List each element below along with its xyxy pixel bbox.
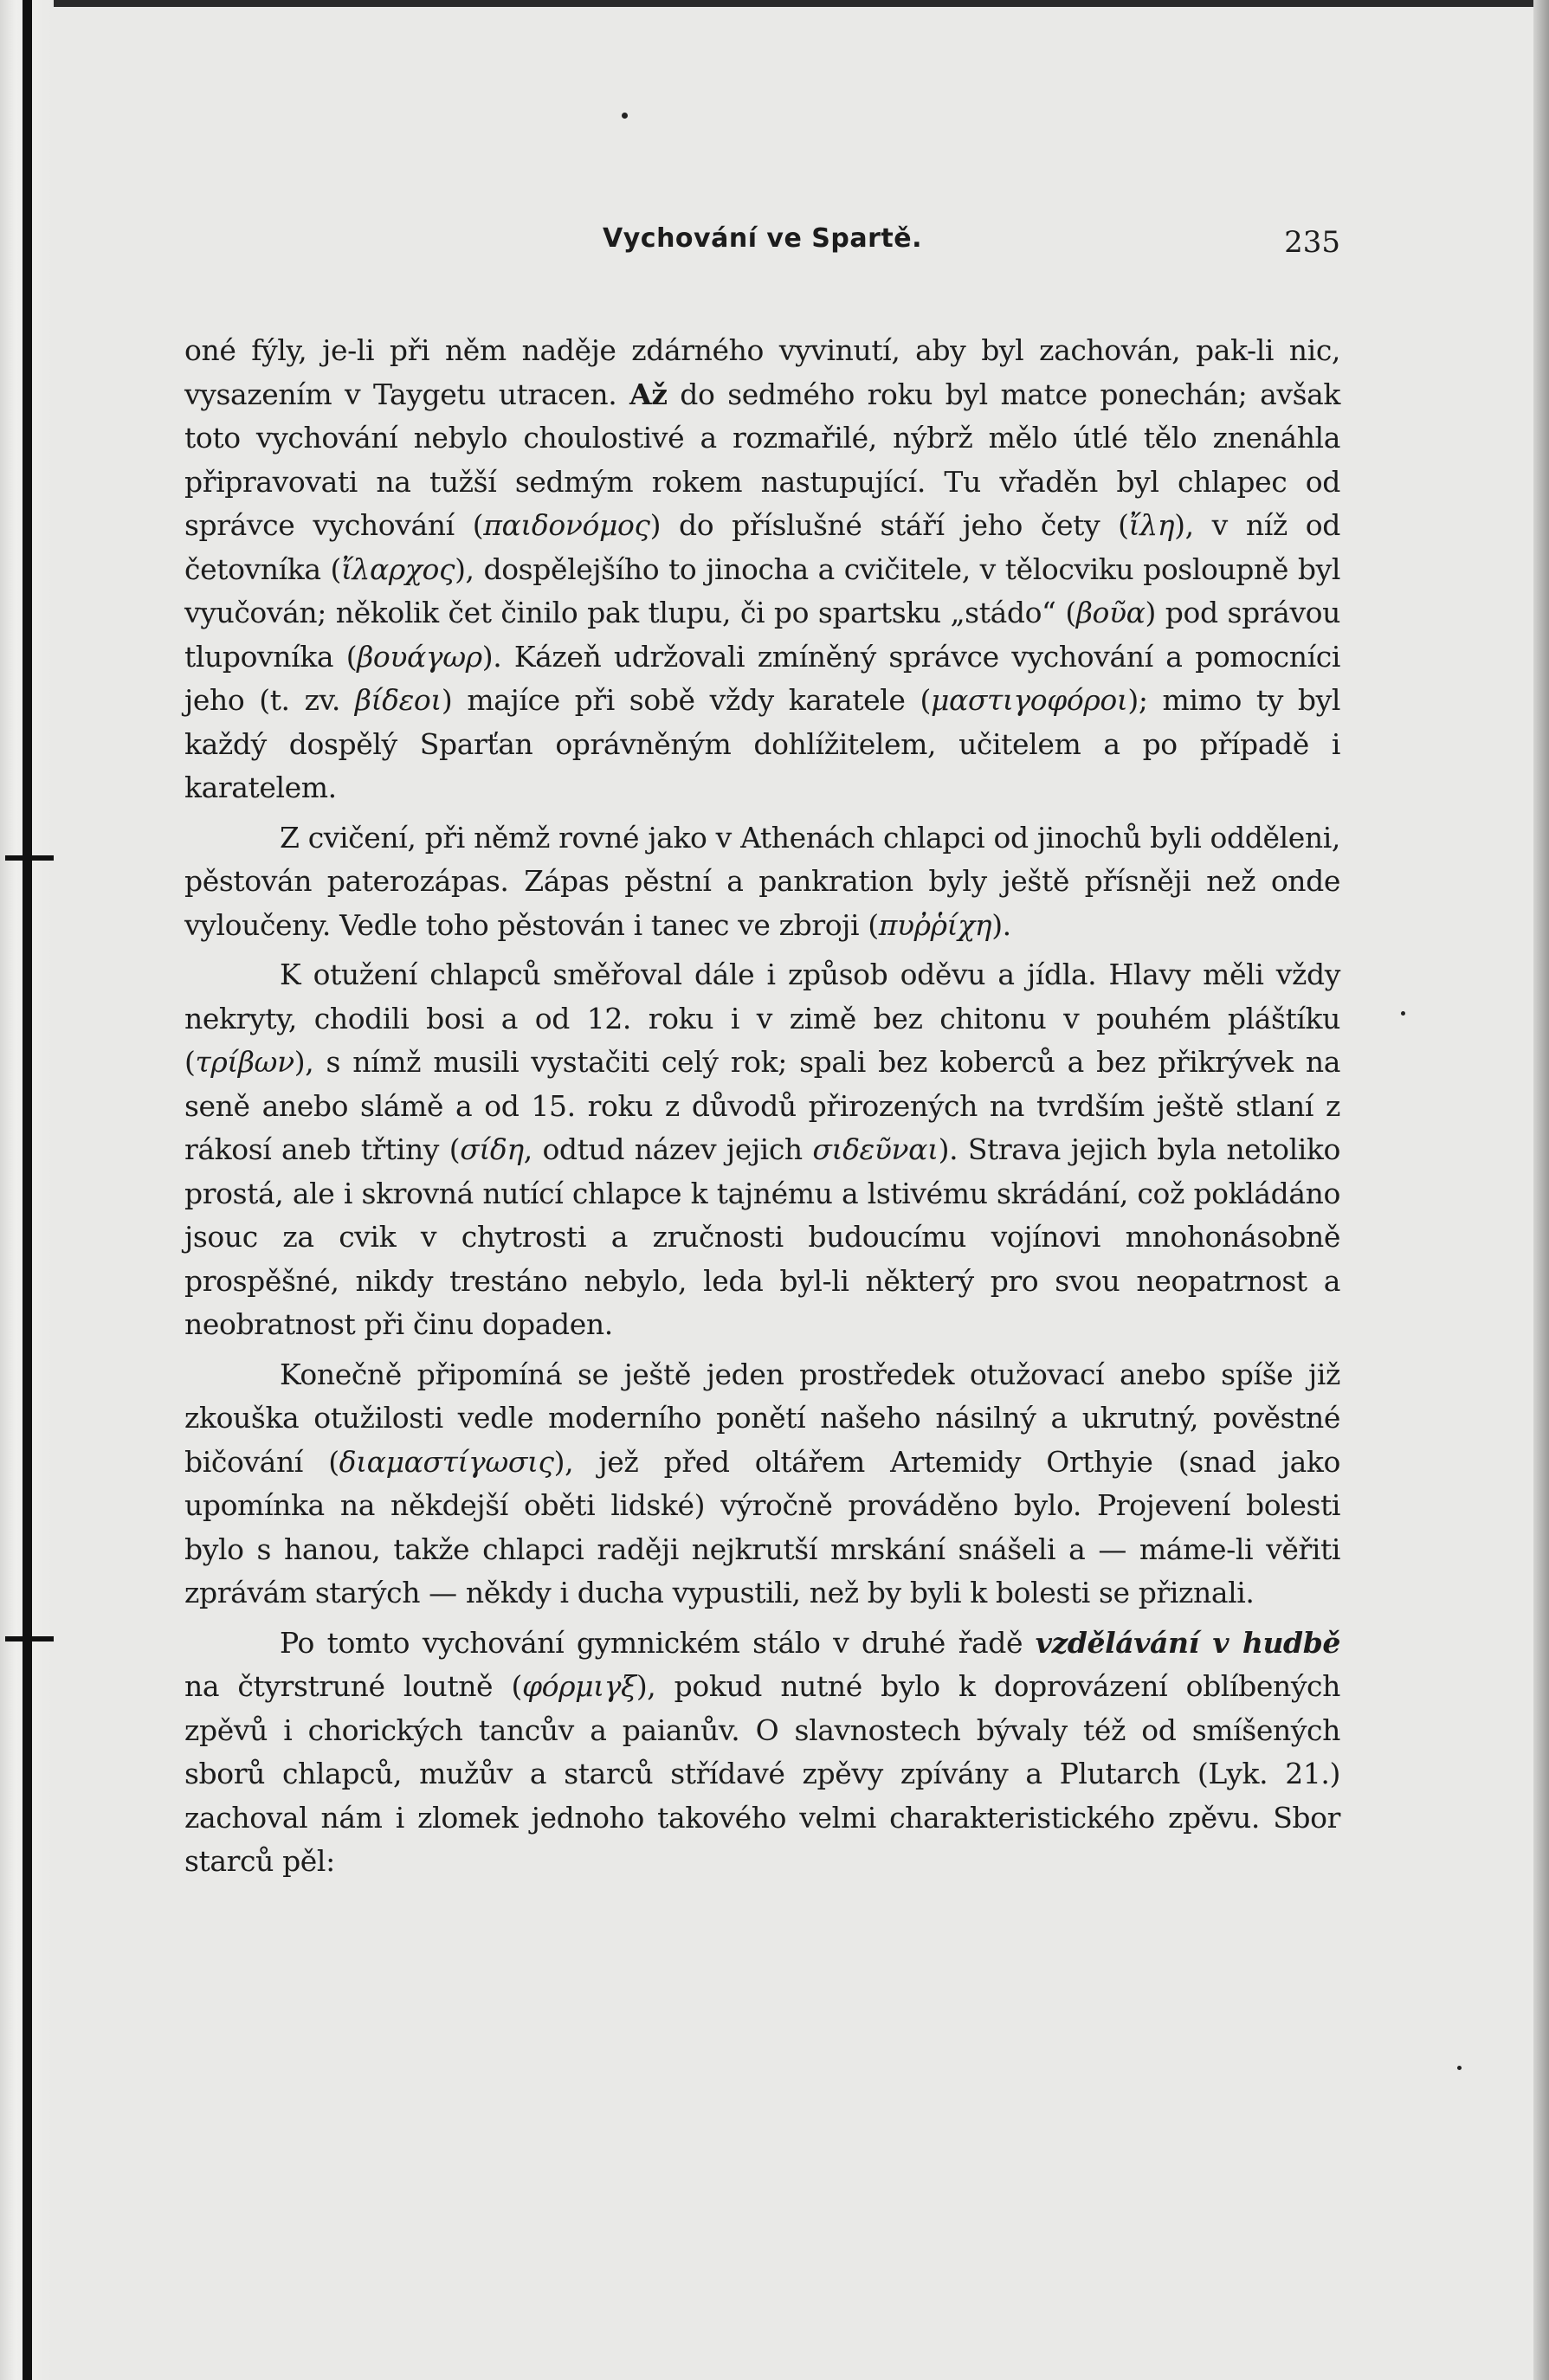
text-run: ) majíce při sobě vždy karatele ( [441, 683, 931, 717]
print-speck [622, 113, 628, 119]
text-run: Z cvičení, při němž rovné jako v Athenách chlapci od jinochů byli odděleni, pěstován paterozápas. Zápas pěstní a pankration byly ještě přísněji než onde vyloučeny. Vedle toho pěstován i tanec ve zbroji ( [184, 820, 1340, 942]
paragraph [184, 816, 1340, 948]
body-text [184, 329, 1340, 1884]
paragraph-gap [184, 1616, 1340, 1622]
running-head [184, 223, 1340, 284]
greek-term: βοῦα [1075, 596, 1146, 629]
text-run: ), jež před oltářem Artemidy Orthyie (snad jako upomínka na někdejší oběti lidské) výročně prováděno bylo. Projevení bolesti bylo s hanou, takže chlapci raději nejkrutší mrskání snášeli a — máme-li věřiti zprávám starých — někdy i ducha vypustili, než by byli k bolesti se přiznali. [184, 1444, 1340, 1609]
text-run: ). [991, 907, 1011, 942]
text-run: ). Kázeň udržovali zmíněný správce vychování a pomocníci jeho (t. zv. [184, 639, 1340, 717]
greek-term: ἴλαρχος [340, 551, 455, 586]
greek-term: τρίβων [195, 1045, 294, 1079]
text-run: Po tomto vychování gymnickém stálo v druhé řadě [280, 1625, 1036, 1660]
text-run: ), pokud nutné bylo k doprovázení oblíbených zpěvů i chorických tancův a paianův. O slavnostech bývaly též od smíšených sborů chlapců, mužův a starců střídavé zpěvy zpívány a Plutarch (Lyk. 21.) zachoval nám i zlomek jednoho takového velmi charakteristického zpěvu. Sbor starců pěl: [184, 1669, 1340, 1878]
paragraph [184, 953, 1340, 1347]
text-run: ) pod správou tlupovníka ( [184, 596, 1341, 674]
greek-term: πυῤῥίχη [878, 907, 992, 942]
paragraph [184, 1622, 1340, 1884]
paragraph-gap [184, 810, 1340, 816]
paragraph [184, 1353, 1340, 1616]
greek-term: βουάγωρ [357, 639, 482, 674]
text-run: Konečně připomíná se ještě jeden prostředek otužovací anebo spíše již zkouška otužilosti vedle moderního ponětí našeho násilný a ukrutný, pověstné bičování ( [184, 1357, 1340, 1479]
text-run: ), s nímž musili vystačiti celý rok; spali bez koberců a bez přikrývek na seně anebo slámě a od 15. roku z důvodů přirozených na tvrdším ještě stlaní z rákosí aneb třtiny ( [184, 1045, 1340, 1166]
text-run: , odtud název jejich [523, 1132, 813, 1166]
greek-term: σιδεῦναι [812, 1132, 939, 1166]
binding-mark [5, 1636, 54, 1641]
text-run: ), dospělejšího to jinocha a cvičitele, v tělocviku posloupně byl vyučován; několik čet činilo pak tlupu, či po spartsku „stádo“ ( [184, 551, 1340, 629]
scan-right-edge [1533, 0, 1549, 2380]
text-run: na čtyrstruné loutně ( [184, 1669, 522, 1703]
greek-term: παιδονόμος [483, 508, 650, 542]
greek-term: φόρμιγξ [521, 1669, 636, 1703]
text-run: ); mimo ty byl každý dospělý Sparťan oprávněným dohlížitelem, učitelem a po případě i karatelem. [184, 683, 1340, 804]
book-binding-line [23, 0, 32, 2380]
running-head-title: Vychování ve Spartě. [603, 223, 922, 254]
greek-term: σίδη [460, 1132, 524, 1166]
greek-term: βίδεοι [354, 683, 442, 717]
text-run: ), v níž od četovníka ( [184, 508, 1340, 586]
text-run: Až [629, 377, 668, 411]
emphasis: vzdělávání v hudbě [1035, 1625, 1340, 1660]
paragraph-gap [184, 947, 1340, 953]
print-speck [1457, 2066, 1462, 2070]
text-run: do sedmého roku byl matce ponechán; avšak toto vychování nebylo choulostivé a rozmařilé, nýbrž mělo útlé tělo znenáhla připravovati na tužší sedmým rokem nastupující. Tu vřaděn byl chlapec od správce vychování ( [184, 377, 1340, 542]
text-run: ) do příslušné stáří jeho čety ( [649, 508, 1129, 542]
text-run: ). Strava jejich byla netoliko prostá, ale i skrovná nutící chlapce k tajnému a lstivému skrádání, což pokládáno jsouc za cvik v chytrosti a zručnosti budoucímu vojínovi mnohonásobně prospěšné, nikdy trestáno nebylo, leda byl-li některý pro svou neopatrnost a neobratnost při činu dopaden. [184, 1132, 1340, 1341]
text-run: oné fýly, je-li při něm naděje zdárného vyvinutí, aby byl zachován, pak-li nic, vysazením v Taygetu utracen. [184, 333, 1340, 411]
paragraph-gap [184, 1347, 1340, 1353]
book-page [184, 223, 1340, 1884]
greek-term: διαμαστίγωσις [339, 1444, 554, 1479]
print-speck [1401, 1011, 1405, 1016]
paragraph [184, 329, 1340, 810]
scan-top-edge [0, 0, 1549, 7]
text-run: K otužení chlapců směřoval dále i způsob oděvu a jídla. Hlavy měli vždy nekryty, chodili bosi a od 12. roku i v zimě bez chitonu v pouhém pláštíku ( [184, 958, 1340, 1079]
greek-term: ἴλη [1128, 508, 1175, 542]
binding-mark [5, 855, 54, 861]
page-number: 235 [1284, 225, 1340, 260]
greek-term: μαστιγοφόροι [930, 683, 1128, 717]
